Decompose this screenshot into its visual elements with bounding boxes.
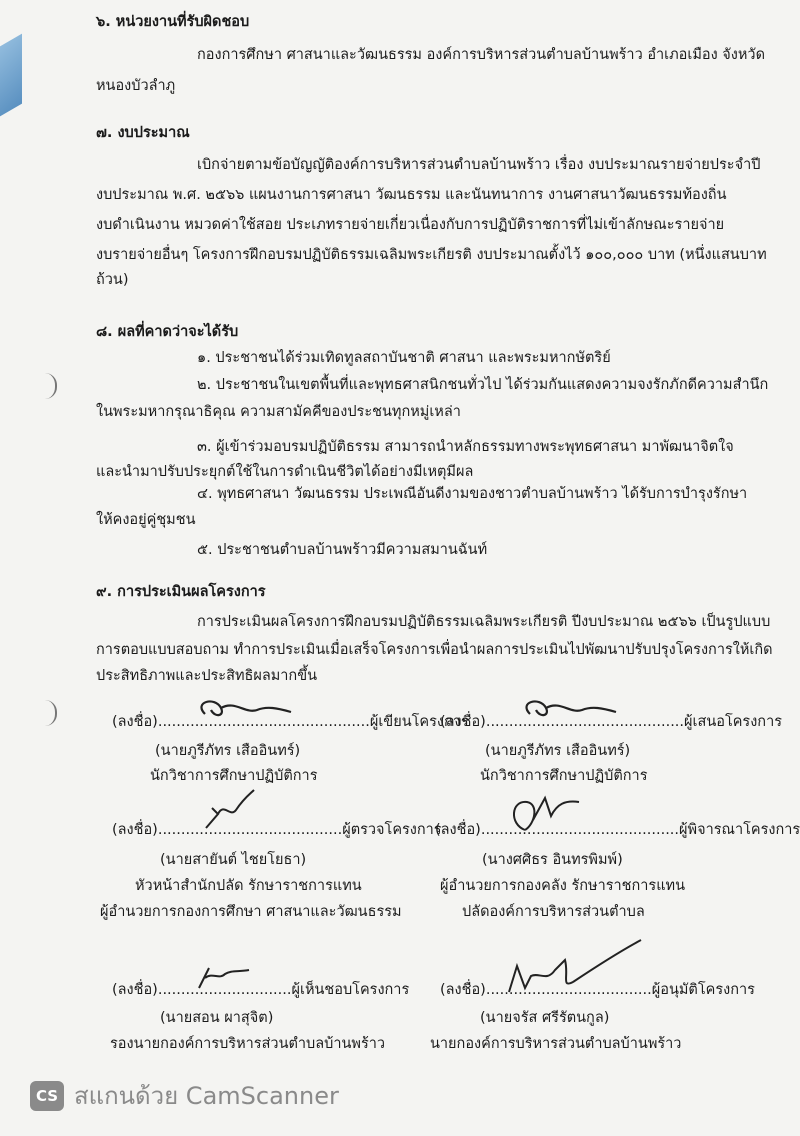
- section-8-item-1: ๑. ประชาชนได้ร่วมเทิดทูลสถาบันชาติ ศาสนา และพระมหากษัตริย์: [197, 350, 611, 366]
- section-8-item-4: ๔. พุทธศาสนา วัฒนธรรม ประเพณีอันดีงามของชาวตำบลบ้านพร้าว ได้รับการบำรุงรักษา: [197, 486, 748, 502]
- signer-position: รองนายกองค์การบริหารส่วนตำบลบ้านพร้าว: [110, 1036, 386, 1052]
- section-8-item-4-cont: ให้คงอยู่คู่ชุมชน: [96, 512, 196, 528]
- signature-line-reviewer: (ลงชื่อ)........................................ผู้ตรวจโครงการ: [112, 822, 442, 838]
- section-7-line: ถ้วน): [96, 272, 129, 288]
- signer-position: นักวิชาการศึกษาปฏิบัติการ: [150, 768, 318, 784]
- section-8-item-2: ๒. ประชาชนในเขตพื้นที่และพุทธศาสนิกชนทั่วไป ได้ร่วมกันแสดงความจงรักภักดีความสำนึก: [197, 377, 769, 393]
- signer-position: หัวหน้าสำนักปลัด รักษาราชการแทน: [135, 878, 362, 894]
- punch-hole-mark: [45, 700, 57, 726]
- signer-position: นักวิชาการศึกษาปฏิบัติการ: [480, 768, 648, 784]
- camscanner-logo-icon: CS: [30, 1081, 64, 1111]
- section-6-line-2: หนองบัวลำภู: [96, 78, 176, 94]
- section-7-line: งบประมาณ พ.ศ. ๒๕๖๖ แผนงานการศาสนา วัฒนธรรม และนันทนาการ งานศาสนาวัฒนธรรมท้องถิ่น: [96, 187, 727, 203]
- section-9-line: ประสิทธิภาพและประสิทธิผลมากขึ้น: [96, 668, 318, 684]
- signer-name: (นางศศิธร อินทรพิมพ์): [482, 852, 623, 868]
- signer-name: (นายจรัส ศรีรัตนกูล): [480, 1010, 610, 1026]
- section-7-line: เบิกจ่ายตามข้อบัญญัติองค์การบริหารส่วนตำบลบ้านพร้าว เรื่อง งบประมาณรายจ่ายประจำปี: [197, 157, 761, 173]
- section-8-item-3: ๓. ผู้เข้าร่วมอบรมปฏิบัติธรรม สามารถนำหลักธรรมทางพระพุทธศาสนา มาพัฒนาจิตใจ: [197, 439, 734, 455]
- section-6-heading: ๖. หน่วยงานที่รับผิดชอบ: [96, 14, 250, 30]
- signature-line-approver: (ลงชื่อ)....................................ผู้อนุมัติโครงการ: [440, 982, 755, 998]
- section-9-line: การประเมินผลโครงการฝึกอบรมปฏิบัติธรรมเฉลิมพระเกียรติ ปีงบประมาณ ๒๕๖๖ เป็นรูปแบบ: [197, 614, 771, 630]
- punch-hole-mark: [45, 373, 57, 399]
- camscanner-watermark-text: สแกนด้วย CamScanner: [74, 1082, 339, 1110]
- section-7-heading: ๗. งบประมาณ: [96, 125, 190, 141]
- section-7-line: งบรายจ่ายอื่นๆ โครงการฝึกอบรมปฏิบัติธรรมเฉลิมพระเกียรติ งบประมาณตั้งไว้ ๑๐๐,๐๐๐ บาท (หนึ่งแสนบาท: [96, 247, 767, 263]
- signer-position-2: ปลัดองค์การบริหารส่วนตำบล: [462, 904, 645, 920]
- signer-position: ผู้อำนวยการกองคลัง รักษาราชการแทน: [440, 878, 686, 894]
- section-8-item-3-cont: และนำมาปรับประยุกต์ใช้ในการดำเนินชีวิตได้อย่างมีเหตุมีผล: [96, 464, 474, 480]
- section-8-item-2-cont: ในพระมหากรุณาธิคุณ ความสามัคคีของประชนทุกหมู่เหล่า: [96, 404, 461, 420]
- signature-line-endorser: (ลงชื่อ).............................ผู้เห็นชอบโครงการ: [112, 982, 410, 998]
- signer-name: (นายภูรีภัทร เสืออินทร์): [485, 743, 631, 759]
- scan-edge-artifact: [0, 34, 22, 117]
- signer-name: (นายสอน ผาสุจิต): [160, 1010, 274, 1026]
- signer-position: นายกองค์การบริหารส่วนตำบลบ้านพร้าว: [430, 1036, 682, 1052]
- signature-line-considerer: (ลงชื่อ)...........................................ผู้พิจารณาโครงการ: [435, 822, 800, 838]
- section-8-item-5: ๕. ประชาชนตำบลบ้านพร้าวมีความสมานฉันท์: [197, 542, 488, 558]
- section-7-line: งบดำเนินงาน หมวดค่าใช้สอย ประเภทรายจ่ายเกี่ยวเนื่องกับการปฏิบัติราชการที่ไม่เข้าลักษณะรายจ่าย: [96, 217, 725, 233]
- camscanner-footer: [30, 1076, 339, 1115]
- section-6-line-1: กองการศึกษา ศาสนาและวัฒนธรรม องค์การบริหารส่วนตำบลบ้านพร้าว อำเภอเมือง จังหวัด: [197, 47, 765, 63]
- signature-line-proposer: (ลงชื่อ)...........................................ผู้เสนอโครงการ: [440, 714, 783, 730]
- signature-line-writer: (ลงชื่อ)..............................................ผู้เขียนโครงการ: [112, 714, 469, 730]
- section-9-line: การตอบแบบสอบถาม ทำการประเมินเมื่อเสร็จโครงการเพื่อนำผลการประเมินไปพัฒนาปรับปรุงโครงการให้เกิด: [96, 642, 773, 658]
- section-8-heading: ๘. ผลที่คาดว่าจะได้รับ: [96, 324, 239, 340]
- signer-name: (นายสายันต์ ไชยโยธา): [160, 852, 307, 868]
- signer-position-2: ผู้อำนวยการกองการศึกษา ศาสนาและวัฒนธรรม: [100, 904, 402, 920]
- section-9-heading: ๙. การประเมินผลโครงการ: [96, 584, 266, 600]
- signer-name: (นายภูรีภัทร เสืออินทร์): [155, 743, 301, 759]
